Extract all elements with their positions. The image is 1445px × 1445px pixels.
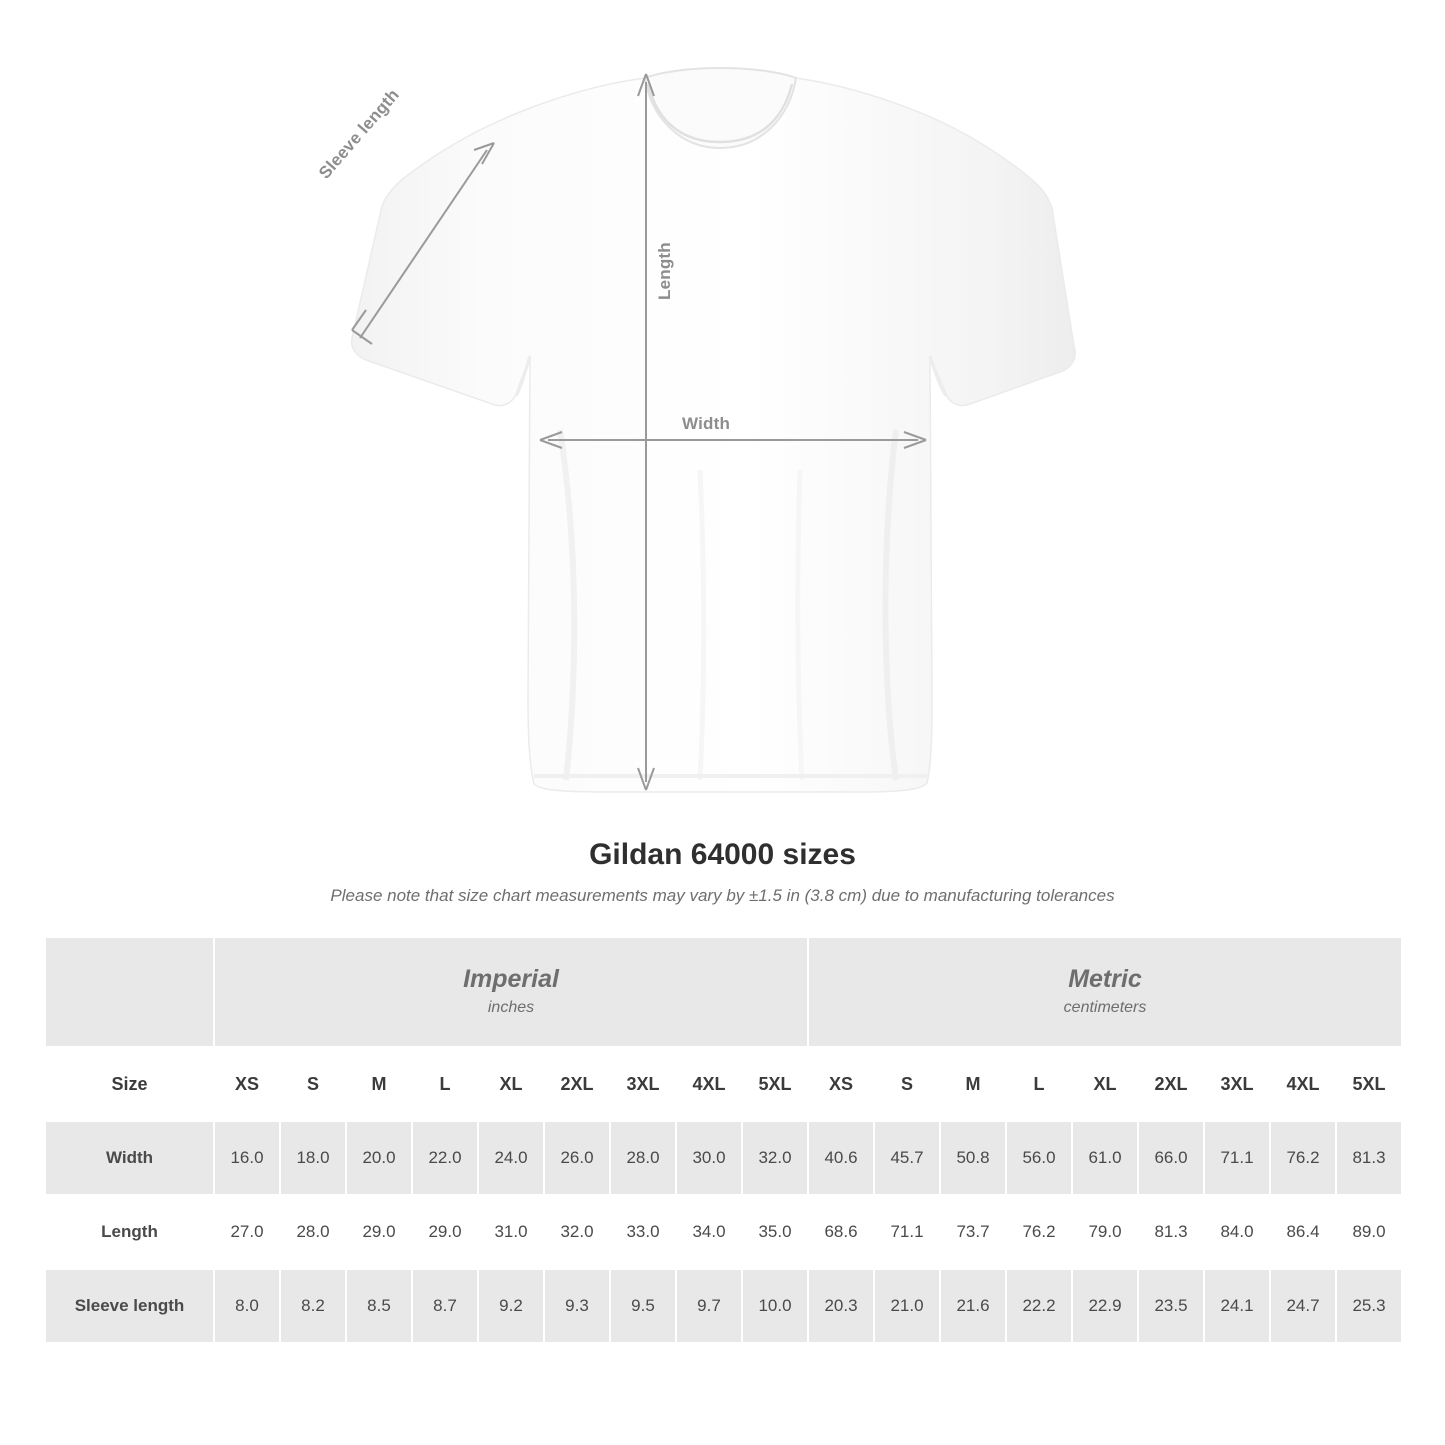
size-cell: XL (1072, 1047, 1138, 1121)
size-cell: 4XL (676, 1047, 742, 1121)
measure-cell: 76.2 (1006, 1195, 1072, 1269)
size-cell: 4XL (1270, 1047, 1336, 1121)
measure-cell: 9.3 (544, 1269, 610, 1343)
measure-cell: 25.3 (1336, 1269, 1402, 1343)
measure-cell: 29.0 (346, 1195, 412, 1269)
table-row (45, 1121, 1402, 1195)
measure-cell: 81.3 (1336, 1121, 1402, 1195)
measure-cell: 40.6 (808, 1121, 874, 1195)
row-label-sleeve-length: Sleeve length (45, 1269, 214, 1343)
measure-cell: 10.0 (742, 1269, 808, 1343)
row-label-length: Length (45, 1195, 214, 1269)
page-title: Gildan 64000 sizes (589, 838, 856, 871)
size-cell: XL (478, 1047, 544, 1121)
measure-cell: 61.0 (1072, 1121, 1138, 1195)
measure-cell: 22.0 (412, 1121, 478, 1195)
table-row (45, 1195, 1402, 1269)
measure-cell: 30.0 (676, 1121, 742, 1195)
size-cell: S (874, 1047, 940, 1121)
measure-cell: 24.1 (1204, 1269, 1270, 1343)
measure-cell: 81.3 (1138, 1195, 1204, 1269)
measure-cell: 8.0 (214, 1269, 280, 1343)
unit-sub-metric: centimeters (1063, 998, 1147, 1016)
measure-cell: 71.1 (1204, 1121, 1270, 1195)
measure-cell: 32.0 (544, 1195, 610, 1269)
tolerance-note: Please note that size chart measurements may vary by ±1.5 in (3.8 cm) due to manufacturing tolerances (330, 886, 1115, 905)
measure-cell: 76.2 (1270, 1121, 1336, 1195)
unit-name-imperial: Imperial (463, 964, 559, 993)
size-cell: M (940, 1047, 1006, 1121)
measure-cell: 34.0 (676, 1195, 742, 1269)
size-chart (44, 936, 1401, 1344)
unit-header-imperial (214, 937, 808, 1047)
size-cell: M (346, 1047, 412, 1121)
measure-cell: 20.0 (346, 1121, 412, 1195)
size-cell: 5XL (742, 1047, 808, 1121)
measure-cell: 20.3 (808, 1269, 874, 1343)
measure-cell: 35.0 (742, 1195, 808, 1269)
size-cell: L (412, 1047, 478, 1121)
unit-header-metric (808, 937, 1402, 1047)
length-dimension-label: Length (655, 242, 674, 300)
measure-cell: 33.0 (610, 1195, 676, 1269)
measure-cell: 29.0 (412, 1195, 478, 1269)
measure-cell: 9.7 (676, 1269, 742, 1343)
size-cell: L (1006, 1047, 1072, 1121)
size-cell: XS (808, 1047, 874, 1121)
row-label-width: Width (45, 1121, 214, 1195)
size-row (45, 1047, 1402, 1121)
size-table (44, 936, 1403, 1344)
measure-cell: 28.0 (610, 1121, 676, 1195)
measure-cell: 18.0 (280, 1121, 346, 1195)
measure-cell: 23.5 (1138, 1269, 1204, 1343)
measure-cell: 32.0 (742, 1121, 808, 1195)
measure-cell: 79.0 (1072, 1195, 1138, 1269)
measure-cell: 8.7 (412, 1269, 478, 1343)
row-label-size: Size (45, 1047, 214, 1121)
measure-cell: 22.9 (1072, 1269, 1138, 1343)
measure-cell: 45.7 (874, 1121, 940, 1195)
unit-header-row (45, 937, 1402, 1047)
measure-cell: 27.0 (214, 1195, 280, 1269)
measure-cell: 24.7 (1270, 1269, 1336, 1343)
measure-cell: 31.0 (478, 1195, 544, 1269)
size-cell: 3XL (610, 1047, 676, 1121)
width-dimension-label: Width (682, 414, 731, 433)
measure-cell: 28.0 (280, 1195, 346, 1269)
measure-cell: 16.0 (214, 1121, 280, 1195)
measure-cell: 8.5 (346, 1269, 412, 1343)
size-cell: 2XL (544, 1047, 610, 1121)
measure-cell: 26.0 (544, 1121, 610, 1195)
measure-cell: 24.0 (478, 1121, 544, 1195)
measure-cell: 9.5 (610, 1269, 676, 1343)
measure-cell: 22.2 (1006, 1269, 1072, 1343)
size-cell: 2XL (1138, 1047, 1204, 1121)
measure-cell: 73.7 (940, 1195, 1006, 1269)
measure-cell: 50.8 (940, 1121, 1006, 1195)
measure-cell: 68.6 (808, 1195, 874, 1269)
size-cell: S (280, 1047, 346, 1121)
measure-cell: 8.2 (280, 1269, 346, 1343)
measure-cell: 84.0 (1204, 1195, 1270, 1269)
sleeve-length-dimension-label: Sleeve length (315, 85, 403, 183)
unit-header-corner (45, 937, 214, 1047)
size-cell: XS (214, 1047, 280, 1121)
measure-cell: 71.1 (874, 1195, 940, 1269)
unit-sub-imperial: inches (487, 998, 535, 1016)
size-cell: 3XL (1204, 1047, 1270, 1121)
measure-cell: 9.2 (478, 1269, 544, 1343)
measure-cell: 21.6 (940, 1269, 1006, 1343)
title-block (0, 838, 1445, 906)
measure-cell: 21.0 (874, 1269, 940, 1343)
measure-cell: 56.0 (1006, 1121, 1072, 1195)
size-cell: 5XL (1336, 1047, 1402, 1121)
measure-cell: 89.0 (1336, 1195, 1402, 1269)
table-row (45, 1269, 1402, 1343)
measure-cell: 66.0 (1138, 1121, 1204, 1195)
unit-name-metric: Metric (1068, 964, 1142, 993)
measure-cell: 86.4 (1270, 1195, 1336, 1269)
